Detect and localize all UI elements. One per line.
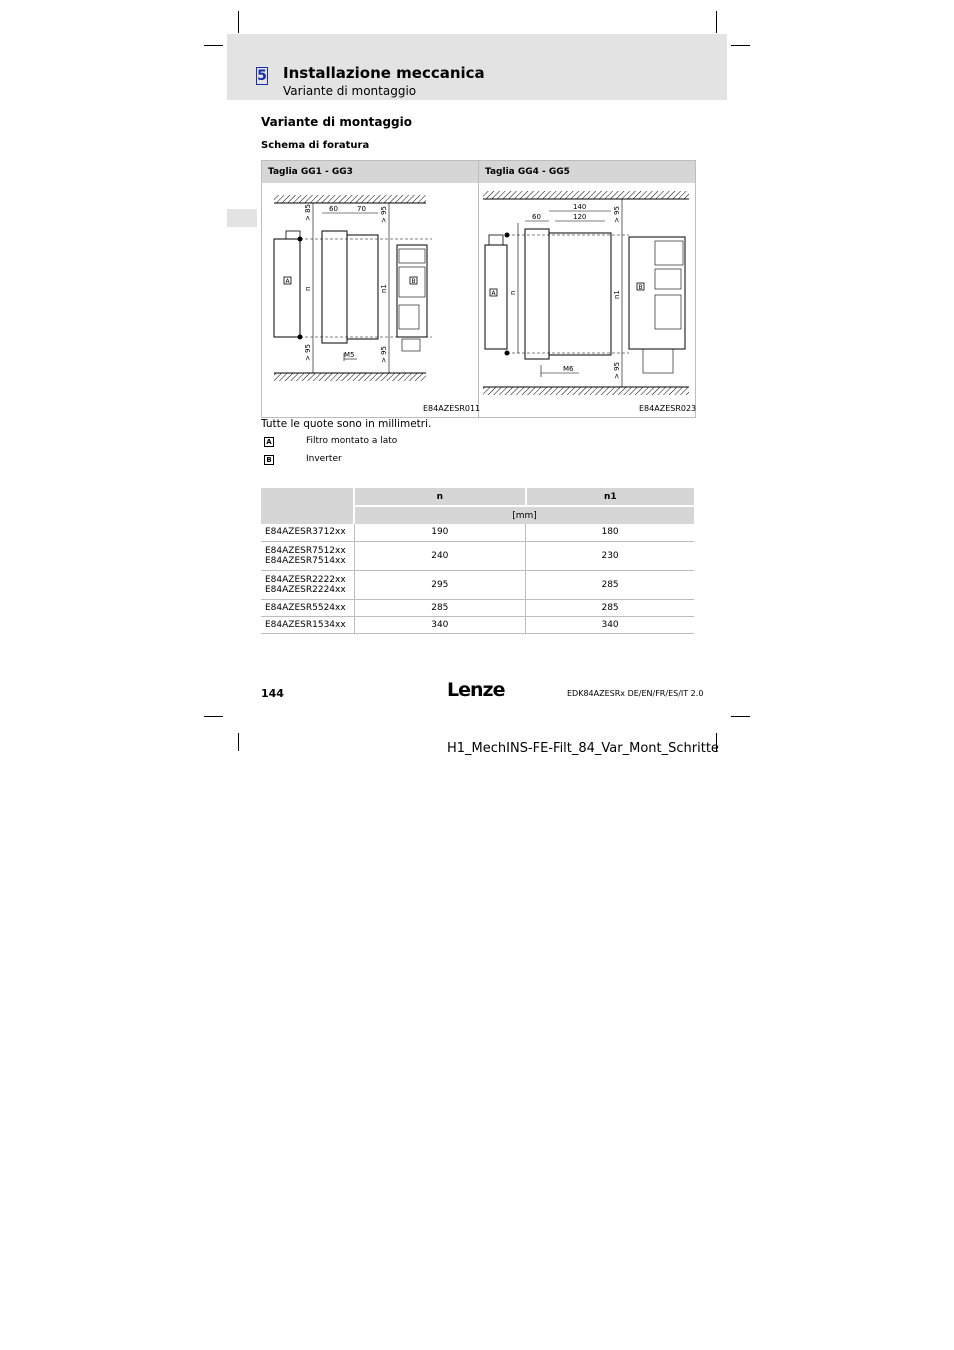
cell-n1: 340	[526, 616, 694, 633]
document-code: EDK84AZESRx DE/EN/FR/ES/IT 2.0	[567, 689, 704, 698]
filter-a-shape	[274, 239, 300, 337]
cell-n1: 180	[526, 524, 694, 541]
filter-a-key: A	[491, 290, 496, 297]
dim-n1: n1	[380, 284, 388, 293]
panel-right-drawing	[479, 183, 695, 408]
drill-plate-2	[347, 235, 378, 339]
row-label: E84AZESR3712xx	[261, 524, 354, 541]
chapter-subtitle: Variante di montaggio	[283, 84, 417, 98]
inverter-b-key: B	[638, 284, 643, 291]
panel-left-code: E84AZESR011	[423, 404, 481, 413]
drilling-diagram-figure	[261, 160, 696, 418]
crop-mark	[731, 45, 750, 46]
panel-right-title: Taglia GG4 - GG5	[479, 161, 695, 183]
wall-top-hatch	[483, 191, 689, 199]
dim-top-gap: > 95	[613, 206, 621, 223]
dim-bottom-gap: > 95	[613, 362, 621, 379]
crop-mark	[731, 716, 750, 717]
dim-n: n	[509, 290, 517, 295]
dimensions-note: Tutte le quote sono in millimetri.	[261, 418, 432, 430]
crop-mark	[238, 11, 239, 33]
row-label: E84AZESR1534xx	[261, 616, 354, 633]
dim-w-inner: 120	[573, 213, 587, 221]
legend-key-b: B	[264, 455, 274, 465]
dim-screw: M5	[344, 351, 355, 359]
table-row	[261, 616, 694, 633]
drill-plate-1	[322, 231, 347, 343]
cell-n1: 230	[526, 541, 694, 570]
chapter-number: 5	[257, 68, 267, 84]
dim-right-top-gap: > 95	[380, 206, 388, 223]
cell-n: 285	[354, 599, 526, 616]
wall-bottom-hatch	[274, 373, 426, 381]
cell-n: 190	[354, 524, 526, 541]
unit-row: [mm]	[354, 506, 694, 524]
table-row	[261, 570, 694, 599]
filter-a-key: A	[285, 278, 290, 285]
dim-w2: 70	[357, 205, 366, 213]
cell-n1: 285	[526, 599, 694, 616]
dim-w1: 60	[329, 205, 338, 213]
crop-mark	[204, 45, 223, 46]
dim-w-left: 60	[532, 213, 541, 221]
dimensions-table	[261, 488, 694, 634]
lenze-logo: Lenze	[447, 679, 505, 701]
cell-n: 240	[354, 541, 526, 570]
row-label: E84AZESR7512xx E84AZESR7514xx	[261, 541, 354, 570]
table-row	[261, 541, 694, 570]
dim-w-outer: 140	[573, 203, 587, 211]
inverter-b-shape	[629, 237, 685, 349]
table-row	[261, 524, 694, 541]
chapter-title: Installazione meccanica	[283, 64, 485, 82]
dim-right-bottom-gap: > 95	[380, 346, 388, 363]
drill-plate-2	[549, 233, 611, 355]
cell-n: 295	[354, 570, 526, 599]
wall-bottom-hatch	[483, 387, 689, 395]
cell-n1: 285	[526, 570, 694, 599]
filter-a-shape	[485, 245, 507, 349]
row-label: E84AZESR5524xx	[261, 599, 354, 616]
panel-right-code: E84AZESR023	[639, 404, 697, 413]
drill-plate-1	[525, 229, 549, 359]
legend-text-b: Inverter	[306, 454, 342, 464]
page-number: 144	[261, 687, 284, 700]
dim-n1: n1	[613, 290, 621, 299]
table-corner-cell	[261, 488, 354, 524]
dim-top-gap: > 85	[304, 204, 312, 221]
side-tab-marker	[227, 209, 257, 227]
inverter-b-key: B	[411, 278, 416, 285]
panel-left-drawing	[262, 183, 478, 408]
col-header-n: n	[354, 488, 526, 506]
col-header-n1: n1	[526, 488, 694, 506]
wall-top-hatch	[274, 195, 426, 203]
dim-bottom-gap: > 95	[304, 344, 312, 361]
crop-mark	[238, 733, 239, 751]
cell-n: 340	[354, 616, 526, 633]
panel-left-title: Taglia GG1 - GG3	[262, 161, 478, 183]
inverter-b-shape	[397, 245, 427, 337]
legend-text-a: Filtro montato a lato	[306, 436, 398, 446]
crop-mark	[716, 11, 717, 33]
dim-screw: M6	[563, 365, 574, 373]
section-title: Variante di montaggio	[261, 115, 412, 129]
bottom-file-label: H1_MechINS-FE-Filt_84_Var_Mont_Schritte	[447, 741, 719, 756]
table-row	[261, 599, 694, 616]
section-subtitle: Schema di foratura	[261, 140, 370, 151]
dim-n: n	[304, 286, 312, 291]
crop-mark	[204, 716, 223, 717]
row-label: E84AZESR2222xx E84AZESR2224xx	[261, 570, 354, 599]
legend-key-a: A	[264, 437, 274, 447]
